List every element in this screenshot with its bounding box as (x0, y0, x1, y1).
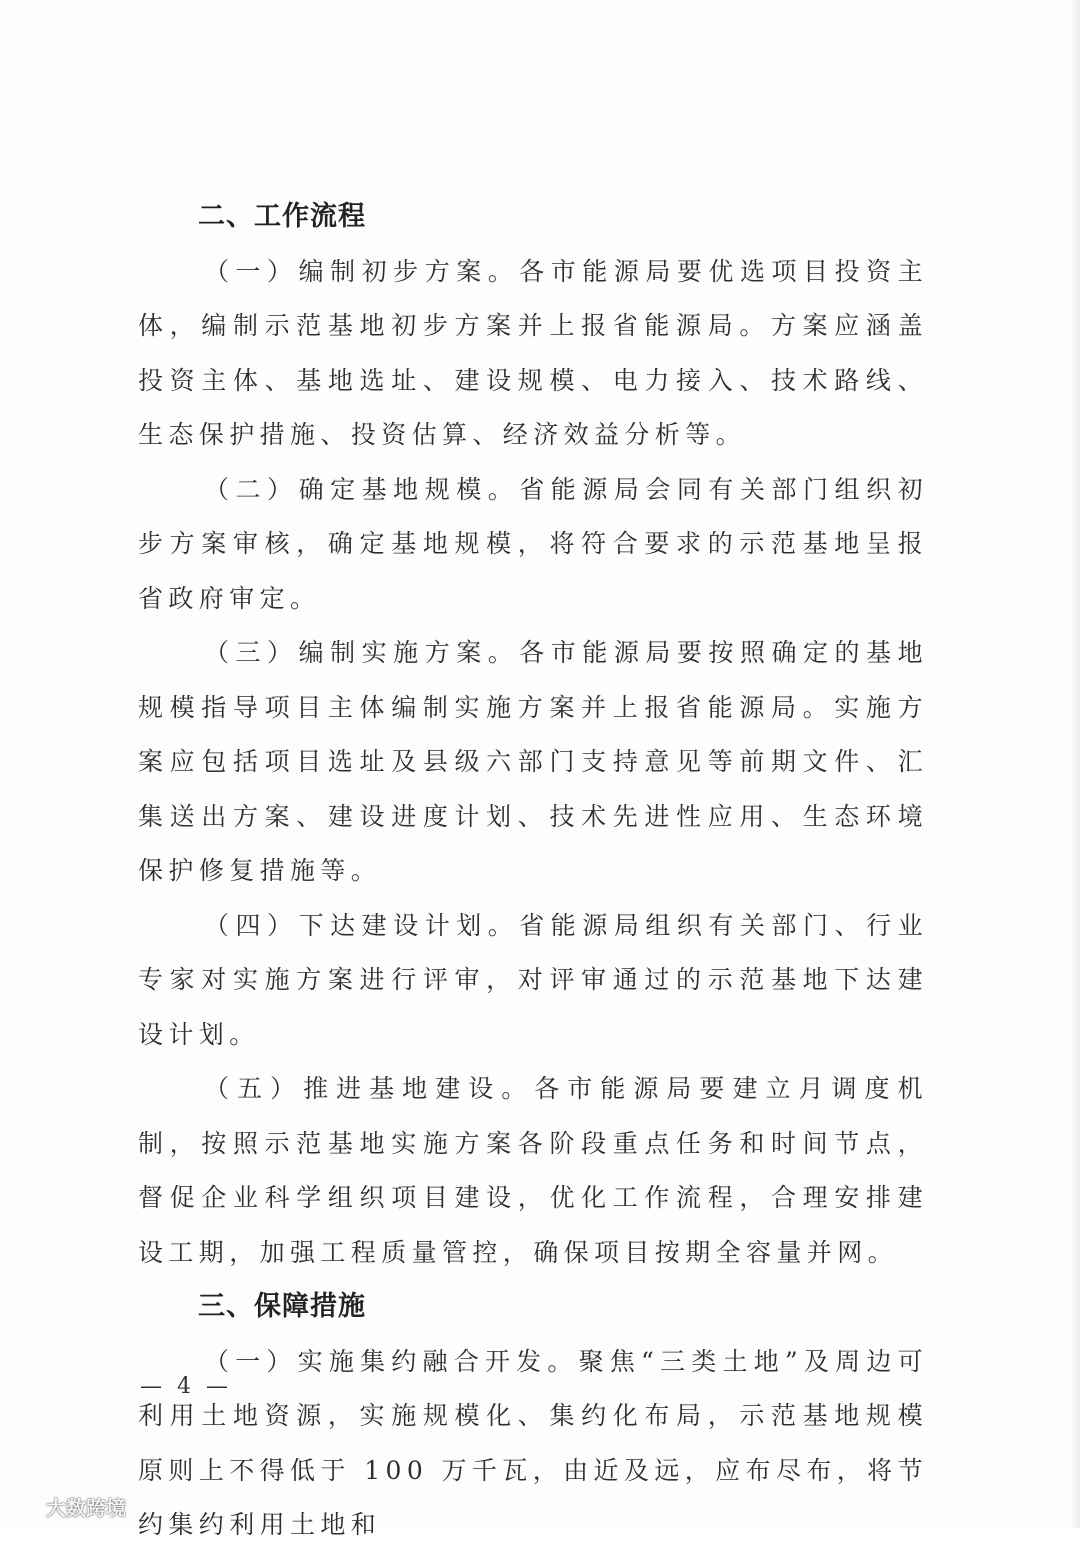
section-heading-safeguards: 三、保障措施 (198, 1291, 366, 1322)
paragraph-determine-scale: （二）确定基地规模。省能源局会同有关部门组织初步方案审核，确定基地规模，将符合要求的示范基地呈报省政府审定。 (138, 474, 928, 613)
section-heading-workflow: 二、工作流程 (198, 201, 366, 232)
paragraph-construction-plan: （四）下达建设计划。省能源局组织有关部门、行业专家对实施方案进行评审，对评审通过的示范基地下达建设计划。 (138, 910, 928, 1049)
watermark-text: 大数跨境 (46, 1496, 126, 1520)
document-body (138, 190, 928, 1553)
watermark (12, 1492, 126, 1521)
page-number: — 4 — (140, 1374, 232, 1399)
page-edge-shadow (1070, 0, 1080, 1528)
weibo-style-logo-icon (12, 1496, 42, 1518)
paragraph-advance-construction: （五）推进基地建设。各市能源局要建立月调度机制，按照示范基地实施方案各阶段重点任务和时间节点，督促企业科学组织项目建设，优化工作流程，合理安排建设工期，加强工程质量管控，确保项目按期全容量并网。 (138, 1074, 928, 1267)
paragraph-intensive-development: （一）实施集约融合开发。聚焦“三类土地”及周边可利用土地资源，实施规模化、集约化布局，示范基地规模原则上不得低于 100 万千瓦，由近及远，应布尽布，将节约集约利用土地和 (138, 1346, 928, 1539)
paragraph-implementation-plan: （三）编制实施方案。各市能源局要按照确定的基地规模指导项目主体编制实施方案并上报省能源局。实施方案应包括项目选址及县级六部门支持意见等前期文件、汇集送出方案、建设进度计划、技术先进性应用、生态环境保护修复措施等。 (138, 638, 928, 885)
paragraph-preliminary-plan: （一）编制初步方案。各市能源局要优选项目投资主体，编制示范基地初步方案并上报省能源局。方案应涵盖投资主体、基地选址、建设规模、电力接入、技术路线、生态保护措施、投资估算、经济效益分析等。 (138, 256, 928, 449)
